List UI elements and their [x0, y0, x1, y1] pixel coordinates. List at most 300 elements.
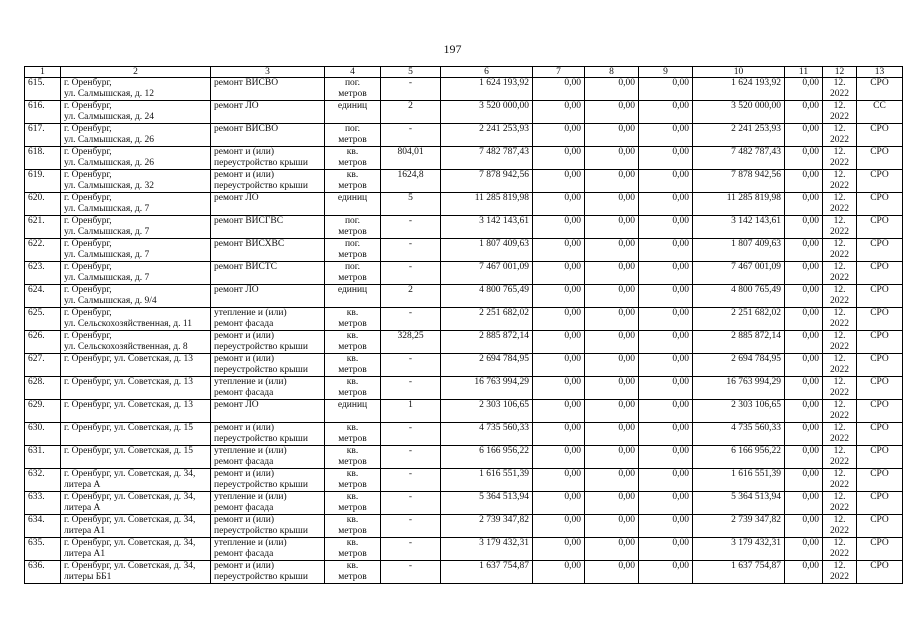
method-cell: СРО — [857, 377, 903, 400]
column-header: 4 — [325, 67, 381, 78]
table-row — [25, 400, 903, 423]
row-number: 622. — [25, 239, 61, 262]
column-header: 5 — [381, 67, 441, 78]
owners-funds-cell: 4 800 765,49 — [693, 285, 785, 308]
owners-funds-cell: 1 624 193,92 — [693, 78, 785, 101]
fund-cell: 0,00 — [533, 147, 585, 170]
table-row — [25, 239, 903, 262]
cost-total-cell: 11 285 819,98 — [441, 193, 533, 216]
budget-cell: 0,00 — [585, 515, 639, 538]
local-budget-cell: 0,00 — [639, 147, 693, 170]
other-funds-cell: 0,00 — [785, 101, 823, 124]
table-row — [25, 423, 903, 446]
deadline-cell: 12. 2022 — [823, 78, 857, 101]
table-row — [25, 561, 903, 584]
fund-cell: 0,00 — [533, 492, 585, 515]
address-cell: г. Оренбург, ул. Советская, д. 13 — [61, 377, 211, 400]
unit-cell: кв. метров — [325, 308, 381, 331]
fund-cell: 0,00 — [533, 354, 585, 377]
address-cell: г. Оренбург, ул. Советская, д. 34, литера А — [61, 469, 211, 492]
quantity-cell: 2 — [381, 101, 441, 124]
fund-cell: 0,00 — [533, 239, 585, 262]
budget-cell: 0,00 — [585, 377, 639, 400]
table-row — [25, 492, 903, 515]
work-type-cell: ремонт ВИСВО — [211, 124, 325, 147]
deadline-cell: 12. 2022 — [823, 331, 857, 354]
owners-funds-cell: 2 739 347,82 — [693, 515, 785, 538]
page-number: 197 — [443, 42, 462, 56]
quantity-cell: 5 — [381, 193, 441, 216]
row-number: 618. — [25, 147, 61, 170]
address-cell: г. Оренбург, ул. Салмышская, д. 12 — [61, 78, 211, 101]
unit-cell: единиц — [325, 285, 381, 308]
row-number: 632. — [25, 469, 61, 492]
deadline-cell: 12. 2022 — [823, 239, 857, 262]
budget-cell: 0,00 — [585, 423, 639, 446]
budget-cell: 0,00 — [585, 147, 639, 170]
quantity-cell: 1 — [381, 400, 441, 423]
owners-funds-cell: 1 637 754,87 — [693, 561, 785, 584]
fund-cell: 0,00 — [533, 538, 585, 561]
table-row — [25, 262, 903, 285]
table-row — [25, 538, 903, 561]
column-header: 6 — [441, 67, 533, 78]
unit-cell: единиц — [325, 193, 381, 216]
cost-total-cell: 6 166 956,22 — [441, 446, 533, 469]
budget-cell: 0,00 — [585, 285, 639, 308]
fund-cell: 0,00 — [533, 262, 585, 285]
local-budget-cell: 0,00 — [639, 239, 693, 262]
cost-total-cell: 4 800 765,49 — [441, 285, 533, 308]
quantity-cell: 804,01 — [381, 147, 441, 170]
fund-cell: 0,00 — [533, 561, 585, 584]
owners-funds-cell: 16 763 994,29 — [693, 377, 785, 400]
row-number: 616. — [25, 101, 61, 124]
address-cell: г. Оренбург, ул. Салмышская, д. 7 — [61, 262, 211, 285]
fund-cell: 0,00 — [533, 101, 585, 124]
quantity-cell: - — [381, 492, 441, 515]
column-header: 1 — [25, 67, 61, 78]
other-funds-cell: 0,00 — [785, 561, 823, 584]
table-row — [25, 101, 903, 124]
unit-cell: кв. метров — [325, 423, 381, 446]
column-header: 12 — [823, 67, 857, 78]
budget-cell: 0,00 — [585, 446, 639, 469]
table-row — [25, 216, 903, 239]
deadline-cell: 12. 2022 — [823, 561, 857, 584]
method-cell: СРО — [857, 538, 903, 561]
other-funds-cell: 0,00 — [785, 354, 823, 377]
owners-funds-cell: 6 166 956,22 — [693, 446, 785, 469]
budget-cell: 0,00 — [585, 400, 639, 423]
local-budget-cell: 0,00 — [639, 446, 693, 469]
row-number: 627. — [25, 354, 61, 377]
work-type-cell: ремонт и (или) переустройство крыши — [211, 423, 325, 446]
table-row — [25, 308, 903, 331]
row-number: 635. — [25, 538, 61, 561]
table-row — [25, 78, 903, 101]
budget-cell: 0,00 — [585, 354, 639, 377]
deadline-cell: 12. 2022 — [823, 170, 857, 193]
other-funds-cell: 0,00 — [785, 193, 823, 216]
fund-cell: 0,00 — [533, 124, 585, 147]
method-cell: СРО — [857, 423, 903, 446]
work-type-cell: утепление и (или) ремонт фасада — [211, 538, 325, 561]
address-cell: г. Оренбург, ул. Салмышская, д. 7 — [61, 239, 211, 262]
quantity-cell: - — [381, 308, 441, 331]
address-cell: г. Оренбург, ул. Салмышская, д. 7 — [61, 193, 211, 216]
table-row — [25, 193, 903, 216]
work-type-cell: ремонт и (или) переустройство крыши — [211, 561, 325, 584]
budget-cell: 0,00 — [585, 331, 639, 354]
column-header: 7 — [533, 67, 585, 78]
row-number: 628. — [25, 377, 61, 400]
other-funds-cell: 0,00 — [785, 469, 823, 492]
owners-funds-cell: 1 616 551,39 — [693, 469, 785, 492]
deadline-cell: 12. 2022 — [823, 446, 857, 469]
other-funds-cell: 0,00 — [785, 400, 823, 423]
capital-repair-table — [24, 66, 903, 584]
quantity-cell: - — [381, 216, 441, 239]
local-budget-cell: 0,00 — [639, 377, 693, 400]
work-type-cell: ремонт ЛО — [211, 193, 325, 216]
quantity-cell: - — [381, 354, 441, 377]
other-funds-cell: 0,00 — [785, 78, 823, 101]
cost-total-cell: 1 807 409,63 — [441, 239, 533, 262]
budget-cell: 0,00 — [585, 78, 639, 101]
local-budget-cell: 0,00 — [639, 492, 693, 515]
unit-cell: кв. метров — [325, 561, 381, 584]
column-header: 13 — [857, 67, 903, 78]
cost-total-cell: 3 520 000,00 — [441, 101, 533, 124]
method-cell: СРО — [857, 193, 903, 216]
table-body — [25, 78, 903, 584]
quantity-cell: - — [381, 124, 441, 147]
cost-total-cell: 4 735 560,33 — [441, 423, 533, 446]
row-number: 633. — [25, 492, 61, 515]
cost-total-cell: 7 467 001,09 — [441, 262, 533, 285]
quantity-cell: - — [381, 239, 441, 262]
budget-cell: 0,00 — [585, 469, 639, 492]
cost-total-cell: 3 179 432,31 — [441, 538, 533, 561]
budget-cell: 0,00 — [585, 538, 639, 561]
other-funds-cell: 0,00 — [785, 331, 823, 354]
deadline-cell: 12. 2022 — [823, 400, 857, 423]
other-funds-cell: 0,00 — [785, 446, 823, 469]
table-row — [25, 331, 903, 354]
work-type-cell: ремонт и (или) переустройство крыши — [211, 469, 325, 492]
row-number: 615. — [25, 78, 61, 101]
row-number: 636. — [25, 561, 61, 584]
cost-total-cell: 2 241 253,93 — [441, 124, 533, 147]
method-cell: СРО — [857, 239, 903, 262]
fund-cell: 0,00 — [533, 423, 585, 446]
other-funds-cell: 0,00 — [785, 285, 823, 308]
unit-cell: кв. метров — [325, 538, 381, 561]
quantity-cell: - — [381, 561, 441, 584]
address-cell: г. Оренбург, ул. Салмышская, д. 26 — [61, 147, 211, 170]
deadline-cell: 12. 2022 — [823, 469, 857, 492]
other-funds-cell: 0,00 — [785, 262, 823, 285]
owners-funds-cell: 11 285 819,98 — [693, 193, 785, 216]
address-cell: г. Оренбург, ул. Салмышская, д. 32 — [61, 170, 211, 193]
unit-cell: кв. метров — [325, 515, 381, 538]
local-budget-cell: 0,00 — [639, 78, 693, 101]
quantity-cell: - — [381, 515, 441, 538]
owners-funds-cell: 1 807 409,63 — [693, 239, 785, 262]
work-type-cell: ремонт ЛО — [211, 101, 325, 124]
quantity-cell: - — [381, 262, 441, 285]
work-type-cell: ремонт и (или) переустройство крыши — [211, 147, 325, 170]
table-row — [25, 354, 903, 377]
local-budget-cell: 0,00 — [639, 538, 693, 561]
deadline-cell: 12. 2022 — [823, 492, 857, 515]
owners-funds-cell: 7 878 942,56 — [693, 170, 785, 193]
fund-cell: 0,00 — [533, 331, 585, 354]
method-cell: СРО — [857, 216, 903, 239]
owners-funds-cell: 2 241 253,93 — [693, 124, 785, 147]
row-number: 634. — [25, 515, 61, 538]
cost-total-cell: 7 878 942,56 — [441, 170, 533, 193]
other-funds-cell: 0,00 — [785, 515, 823, 538]
row-number: 617. — [25, 124, 61, 147]
deadline-cell: 12. 2022 — [823, 193, 857, 216]
unit-cell: пог. метров — [325, 78, 381, 101]
method-cell: СРО — [857, 515, 903, 538]
owners-funds-cell: 2 251 682,02 — [693, 308, 785, 331]
local-budget-cell: 0,00 — [639, 400, 693, 423]
method-cell: СРО — [857, 124, 903, 147]
other-funds-cell: 0,00 — [785, 308, 823, 331]
fund-cell: 0,00 — [533, 515, 585, 538]
unit-cell: кв. метров — [325, 331, 381, 354]
fund-cell: 0,00 — [533, 285, 585, 308]
work-type-cell: ремонт ВИСХВС — [211, 239, 325, 262]
method-cell: СРО — [857, 469, 903, 492]
address-cell: г. Оренбург, ул. Советская, д. 13 — [61, 354, 211, 377]
column-header: 2 — [61, 67, 211, 78]
table-row — [25, 446, 903, 469]
deadline-cell: 12. 2022 — [823, 147, 857, 170]
table-row — [25, 170, 903, 193]
owners-funds-cell: 2 885 872,14 — [693, 331, 785, 354]
address-cell: г. Оренбург, ул. Советская, д. 15 — [61, 446, 211, 469]
unit-cell: пог. метров — [325, 262, 381, 285]
quantity-cell: - — [381, 538, 441, 561]
local-budget-cell: 0,00 — [639, 308, 693, 331]
owners-funds-cell: 2 694 784,95 — [693, 354, 785, 377]
row-number: 626. — [25, 331, 61, 354]
other-funds-cell: 0,00 — [785, 170, 823, 193]
fund-cell: 0,00 — [533, 377, 585, 400]
local-budget-cell: 0,00 — [639, 262, 693, 285]
other-funds-cell: 0,00 — [785, 538, 823, 561]
address-cell: г. Оренбург, ул. Салмышская, д. 7 — [61, 216, 211, 239]
row-number: 624. — [25, 285, 61, 308]
method-cell: СРО — [857, 308, 903, 331]
table-row — [25, 285, 903, 308]
row-number: 619. — [25, 170, 61, 193]
quantity-cell: 328,25 — [381, 331, 441, 354]
work-type-cell: ремонт ВИСВО — [211, 78, 325, 101]
budget-cell: 0,00 — [585, 193, 639, 216]
work-type-cell: ремонт ЛО — [211, 285, 325, 308]
method-cell: СРО — [857, 561, 903, 584]
method-cell: СРО — [857, 331, 903, 354]
budget-cell: 0,00 — [585, 216, 639, 239]
address-cell: г. Оренбург, ул. Советская, д. 34, литера А1 — [61, 538, 211, 561]
work-type-cell: ремонт и (или) переустройство крыши — [211, 170, 325, 193]
method-cell: СРО — [857, 400, 903, 423]
quantity-cell: 2 — [381, 285, 441, 308]
deadline-cell: 12. 2022 — [823, 538, 857, 561]
work-type-cell: утепление и (или) ремонт фасада — [211, 308, 325, 331]
column-header: 10 — [693, 67, 785, 78]
cost-total-cell: 5 364 513,94 — [441, 492, 533, 515]
work-type-cell: ремонт ВИСГВС — [211, 216, 325, 239]
fund-cell: 0,00 — [533, 400, 585, 423]
other-funds-cell: 0,00 — [785, 492, 823, 515]
quantity-cell: - — [381, 423, 441, 446]
unit-cell: пог. метров — [325, 216, 381, 239]
local-budget-cell: 0,00 — [639, 561, 693, 584]
deadline-cell: 12. 2022 — [823, 515, 857, 538]
row-number: 630. — [25, 423, 61, 446]
unit-cell: пог. метров — [325, 239, 381, 262]
other-funds-cell: 0,00 — [785, 147, 823, 170]
local-budget-cell: 0,00 — [639, 193, 693, 216]
local-budget-cell: 0,00 — [639, 423, 693, 446]
work-type-cell: ремонт и (или) переустройство крыши — [211, 354, 325, 377]
work-type-cell: утепление и (или) ремонт фасада — [211, 377, 325, 400]
method-cell: СРО — [857, 354, 903, 377]
fund-cell: 0,00 — [533, 193, 585, 216]
deadline-cell: 12. 2022 — [823, 354, 857, 377]
deadline-cell: 12. 2022 — [823, 124, 857, 147]
work-type-cell: утепление и (или) ремонт фасада — [211, 446, 325, 469]
other-funds-cell: 0,00 — [785, 239, 823, 262]
local-budget-cell: 0,00 — [639, 170, 693, 193]
deadline-cell: 12. 2022 — [823, 423, 857, 446]
quantity-cell: - — [381, 446, 441, 469]
method-cell: СРО — [857, 78, 903, 101]
table-row — [25, 124, 903, 147]
budget-cell: 0,00 — [585, 308, 639, 331]
fund-cell: 0,00 — [533, 308, 585, 331]
owners-funds-cell: 5 364 513,94 — [693, 492, 785, 515]
budget-cell: 0,00 — [585, 262, 639, 285]
row-number: 620. — [25, 193, 61, 216]
local-budget-cell: 0,00 — [639, 124, 693, 147]
fund-cell: 0,00 — [533, 469, 585, 492]
address-cell: г. Оренбург, ул. Салмышская, д. 24 — [61, 101, 211, 124]
address-cell: г. Оренбург, ул. Советская, д. 34, литера А — [61, 492, 211, 515]
budget-cell: 0,00 — [585, 170, 639, 193]
quantity-cell: - — [381, 377, 441, 400]
cost-total-cell: 2 303 106,65 — [441, 400, 533, 423]
fund-cell: 0,00 — [533, 216, 585, 239]
cost-total-cell: 1 616 551,39 — [441, 469, 533, 492]
work-type-cell: ремонт и (или) переустройство крыши — [211, 331, 325, 354]
fund-cell: 0,00 — [533, 446, 585, 469]
budget-cell: 0,00 — [585, 561, 639, 584]
table-row — [25, 147, 903, 170]
address-cell: г. Оренбург, ул. Советская, д. 15 — [61, 423, 211, 446]
work-type-cell: ремонт ЛО — [211, 400, 325, 423]
method-cell: СРО — [857, 170, 903, 193]
table-row — [25, 377, 903, 400]
budget-cell: 0,00 — [585, 492, 639, 515]
column-number-header-row — [25, 67, 903, 78]
local-budget-cell: 0,00 — [639, 469, 693, 492]
column-header: 9 — [639, 67, 693, 78]
other-funds-cell: 0,00 — [785, 377, 823, 400]
owners-funds-cell: 3 179 432,31 — [693, 538, 785, 561]
cost-total-cell: 1 637 754,87 — [441, 561, 533, 584]
row-number: 621. — [25, 216, 61, 239]
quantity-cell: - — [381, 469, 441, 492]
deadline-cell: 12. 2022 — [823, 262, 857, 285]
cost-total-cell: 2 885 872,14 — [441, 331, 533, 354]
method-cell: СРО — [857, 147, 903, 170]
deadline-cell: 12. 2022 — [823, 308, 857, 331]
local-budget-cell: 0,00 — [639, 331, 693, 354]
table-row — [25, 469, 903, 492]
quantity-cell: - — [381, 78, 441, 101]
owners-funds-cell: 7 467 001,09 — [693, 262, 785, 285]
column-header: 3 — [211, 67, 325, 78]
address-cell: г. Оренбург, ул. Сельскохозяйственная, д. 11 — [61, 308, 211, 331]
work-type-cell: ремонт и (или) переустройство крыши — [211, 515, 325, 538]
fund-cell: 0,00 — [533, 78, 585, 101]
local-budget-cell: 0,00 — [639, 285, 693, 308]
table-row — [25, 515, 903, 538]
other-funds-cell: 0,00 — [785, 124, 823, 147]
unit-cell: единиц — [325, 101, 381, 124]
unit-cell: пог. метров — [325, 124, 381, 147]
column-header: 8 — [585, 67, 639, 78]
address-cell: г. Оренбург, ул. Салмышская, д. 26 — [61, 124, 211, 147]
cost-total-cell: 2 739 347,82 — [441, 515, 533, 538]
unit-cell: кв. метров — [325, 446, 381, 469]
cost-total-cell: 2 251 682,02 — [441, 308, 533, 331]
cost-total-cell: 3 142 143,61 — [441, 216, 533, 239]
unit-cell: кв. метров — [325, 469, 381, 492]
cost-total-cell: 7 482 787,43 — [441, 147, 533, 170]
address-cell: г. Оренбург, ул. Салмышская, д. 9/4 — [61, 285, 211, 308]
row-number: 631. — [25, 446, 61, 469]
unit-cell: кв. метров — [325, 147, 381, 170]
work-type-cell: утепление и (или) ремонт фасада — [211, 492, 325, 515]
other-funds-cell: 0,00 — [785, 423, 823, 446]
unit-cell: единиц — [325, 400, 381, 423]
owners-funds-cell: 2 303 106,65 — [693, 400, 785, 423]
method-cell: СРО — [857, 262, 903, 285]
cost-total-cell: 16 763 994,29 — [441, 377, 533, 400]
other-funds-cell: 0,00 — [785, 216, 823, 239]
work-type-cell: ремонт ВИСТС — [211, 262, 325, 285]
unit-cell: кв. метров — [325, 170, 381, 193]
deadline-cell: 12. 2022 — [823, 216, 857, 239]
method-cell: СС — [857, 101, 903, 124]
deadline-cell: 12. 2022 — [823, 377, 857, 400]
row-number: 623. — [25, 262, 61, 285]
cost-total-cell: 2 694 784,95 — [441, 354, 533, 377]
local-budget-cell: 0,00 — [639, 515, 693, 538]
row-number: 629. — [25, 400, 61, 423]
unit-cell: кв. метров — [325, 377, 381, 400]
column-header: 11 — [785, 67, 823, 78]
